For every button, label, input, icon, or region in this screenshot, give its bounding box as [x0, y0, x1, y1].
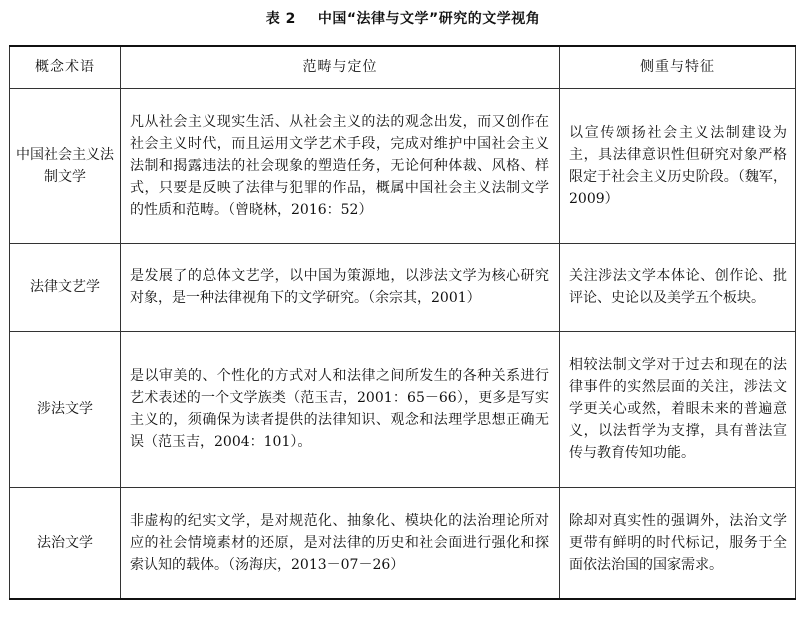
focus-cell: 关注涉法文学本体论、创作论、批评论、史论以及美学五个板块。 [560, 243, 796, 331]
header-row [10, 46, 796, 88]
term-cell: 法治文学 [10, 487, 121, 599]
table-row [10, 88, 796, 243]
table-number: 表 2 [265, 11, 296, 27]
table-caption [0, 8, 806, 28]
focus-cell: 相较法制文学对于过去和现在的法律事件的实然层面的关注，涉法文学更关心或然，着眼未来的普遍意义，以法哲学为支撑，具有普法宣传与教育传知功能。 [560, 331, 796, 487]
table-row [10, 487, 796, 599]
term-cell: 中国社会主义法制文学 [10, 88, 121, 243]
header-term: 概念术语 [10, 46, 121, 88]
table-row [10, 331, 796, 487]
scope-cell: 是以审美的、个性化的方式对人和法律之间所发生的各种关系进行艺术表述的一个文学族类（范玉吉，2001：65－66），更多是写实主义的，须确保为读者提供的法律知识、观念和法理学思想正确无误（范玉吉，2004：101）。 [121, 331, 560, 487]
focus-cell: 除却对真实性的强调外，法治文学更带有鲜明的时代标记，服务于全面依法治国的国家需求。 [560, 487, 796, 599]
scope-cell: 凡从社会主义现实生活、从社会主义的法的观念出发，而又创作在社会主义时代，而且运用文学艺术手段，完成对维护中国社会主义法制和揭露违法的社会现象的塑造任务，无论何种体裁、风格、样式，只要是反映了法律与犯罪的作品，概属中国社会主义法制文学的性质和范畴。（曾晓林，2016：52） [121, 88, 560, 243]
scope-cell: 是发展了的总体文艺学，以中国为策源地，以涉法文学为核心研究对象，是一种法律视角下的文学研究。（余宗其，2001） [121, 243, 560, 331]
term-cell: 涉法文学 [10, 331, 121, 487]
scope-cell: 非虚构的纪实文学，是对规范化、抽象化、模块化的法治理论所对应的社会情境素材的还原，是对法律的历史和社会面进行强化和探索认知的载体。（汤海庆，2013－07－26） [121, 487, 560, 599]
table-title: 中国“法律与文学”研究的文学视角 [317, 11, 541, 27]
header-scope: 范畴与定位 [121, 46, 560, 88]
term-cell: 法律文艺学 [10, 243, 121, 331]
header-focus: 侧重与特征 [560, 46, 796, 88]
literature-perspective-table [9, 45, 796, 600]
focus-cell: 以宣传颂扬社会主义法制建设为主，具法律意识性但研究对象严格限定于社会主义历史阶段。（魏军，2009） [560, 88, 796, 243]
table-row [10, 243, 796, 331]
